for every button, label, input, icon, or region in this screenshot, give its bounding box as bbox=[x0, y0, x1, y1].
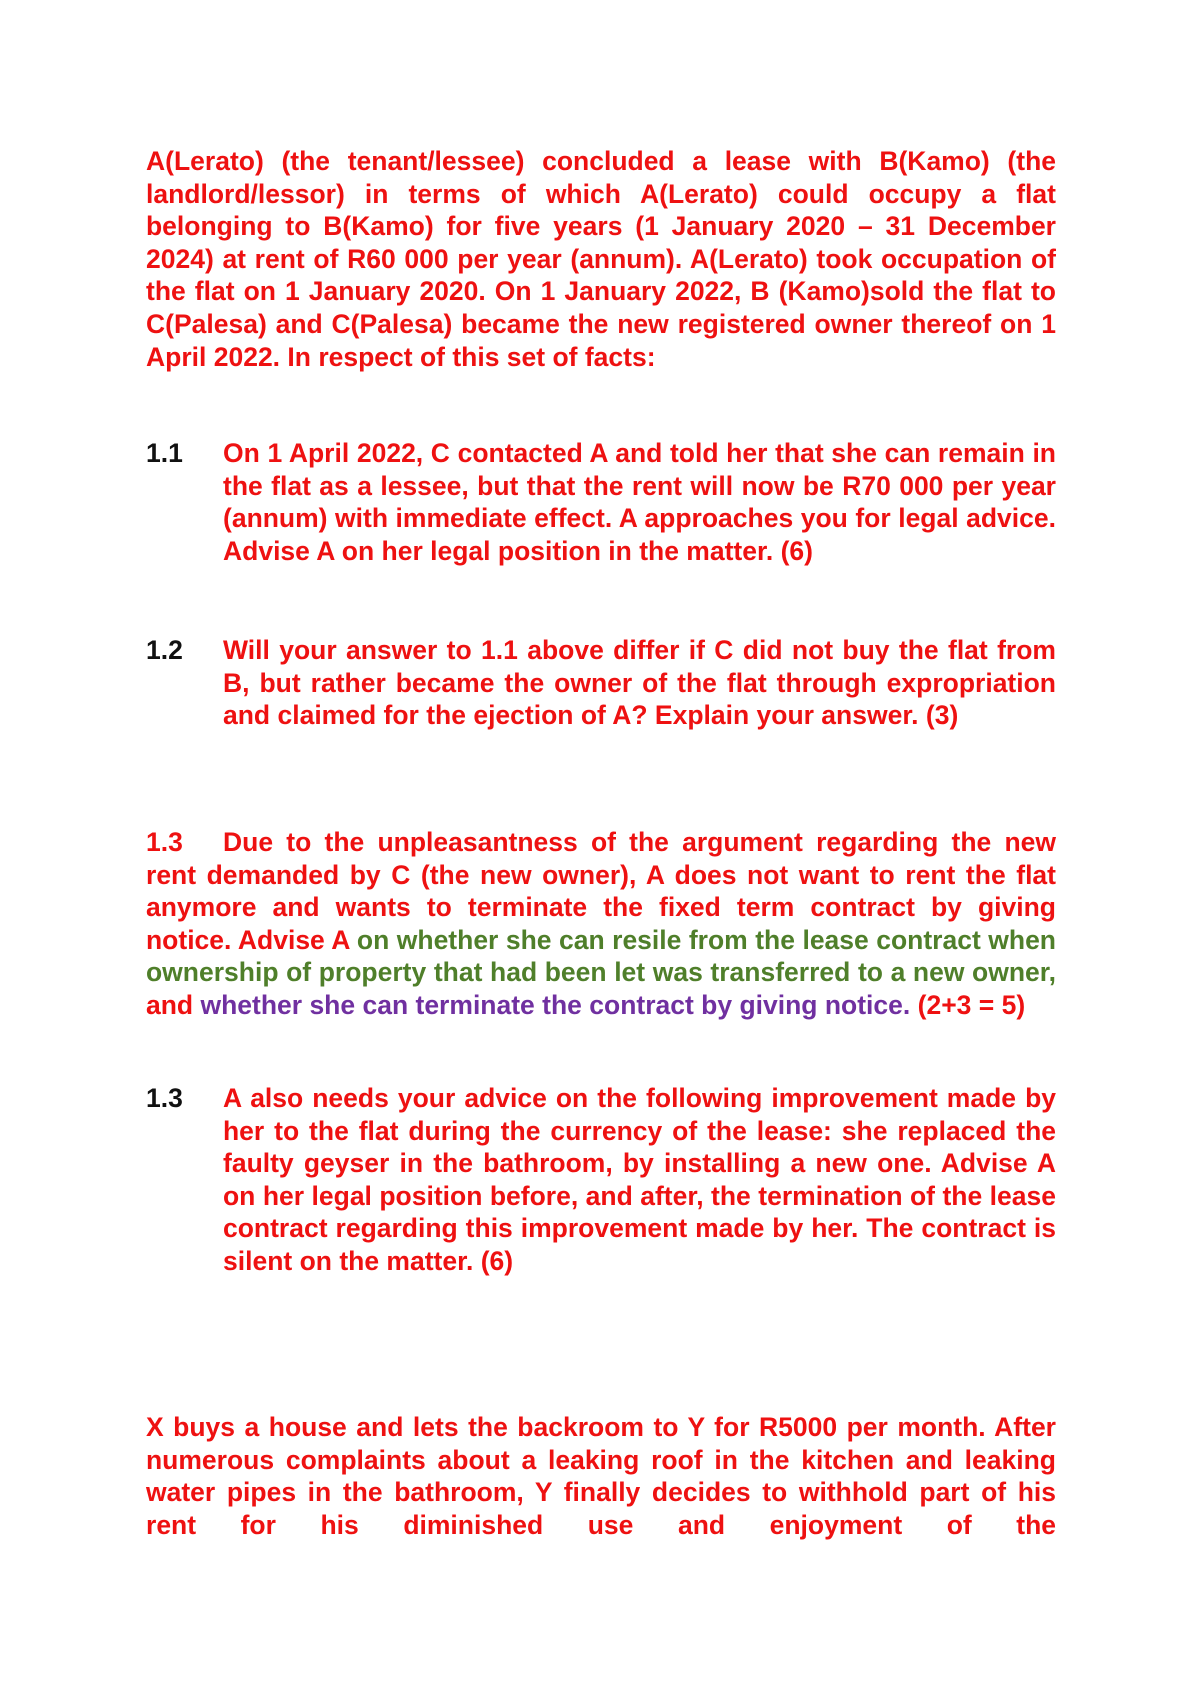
question-number: 1.3 bbox=[146, 1083, 183, 1113]
second-scenario-paragraph: X buys a house and lets the backroom to Y for R5000 per month. After numerous complaints about a leaking roof in the kitchen and leaking water pipes in the bathroom, Y finally decides to withhold part of his rent for his diminished use and enjoyment of the bbox=[146, 1412, 1056, 1540]
question-1-1 bbox=[146, 437, 1056, 567]
question-text-part-red: Due to the unpleasantness of the argument regarding the new rent demanded by C (the new owner), A does not want to rent the flat anymore and wants to terminate the fixed term contract by giving notice. Advise A bbox=[146, 827, 1056, 955]
question-text: A also needs your advice on the following improvement made by her to the flat during the currency of the lease: she replaced the faulty geyser in the bathroom, by installing a new one. Advise A on her legal position before, and after, the termination of the lease contract regarding this improvement made by her. The contract is silent on the matter. (6) bbox=[223, 1083, 1056, 1276]
question-1-3-improvement bbox=[146, 1082, 1056, 1278]
question-1-3-termination bbox=[146, 826, 1056, 1022]
question-number: 1.2 bbox=[146, 635, 183, 665]
question-text-part-green: on whether she can resile from the lease contract when ownership of property that had been let was transferred to a new owner, bbox=[146, 924, 1056, 988]
question-number: 1.3 bbox=[146, 827, 183, 857]
question-text-part-and: and bbox=[146, 989, 201, 1020]
question-text-part-purple: whether she can terminate the contract by giving notice. bbox=[200, 989, 911, 1020]
question-marks: (2+3 = 5) bbox=[910, 989, 1026, 1020]
question-text: Will your answer to 1.1 above differ if C did not buy the flat from B, but rather became the owner of the flat through expropriation and claimed for the ejection of A? Explain your answer. (3) bbox=[223, 635, 1056, 731]
question-text: On 1 April 2022, C contacted A and told her that she can remain in the flat as a lessee, but that the rent will now be R70 000 per year (annum) with immediate effect. A approaches you for legal advice. Advise A on her legal position in the matter. (6) bbox=[223, 438, 1056, 566]
question-number: 1.1 bbox=[146, 438, 183, 468]
intro-paragraph: A(Lerato) (the tenant/lessee) concluded a lease with B(Kamo) (the landlord/lessor) in terms of which A(Lerato) could occupy a flat belonging to B(Kamo) for five years (1 January 2020 – 31 December 2024) at rent of R60 000 per year (annum). A(Lerato) took occupation of the flat on 1 January 2020. On 1 January 2022, B (Kamo)sold the flat to C(Palesa) and C(Palesa) became the new registered owner thereof on 1 April 2022. In respect of this set of facts: bbox=[146, 146, 1056, 372]
question-1-2 bbox=[146, 634, 1056, 732]
